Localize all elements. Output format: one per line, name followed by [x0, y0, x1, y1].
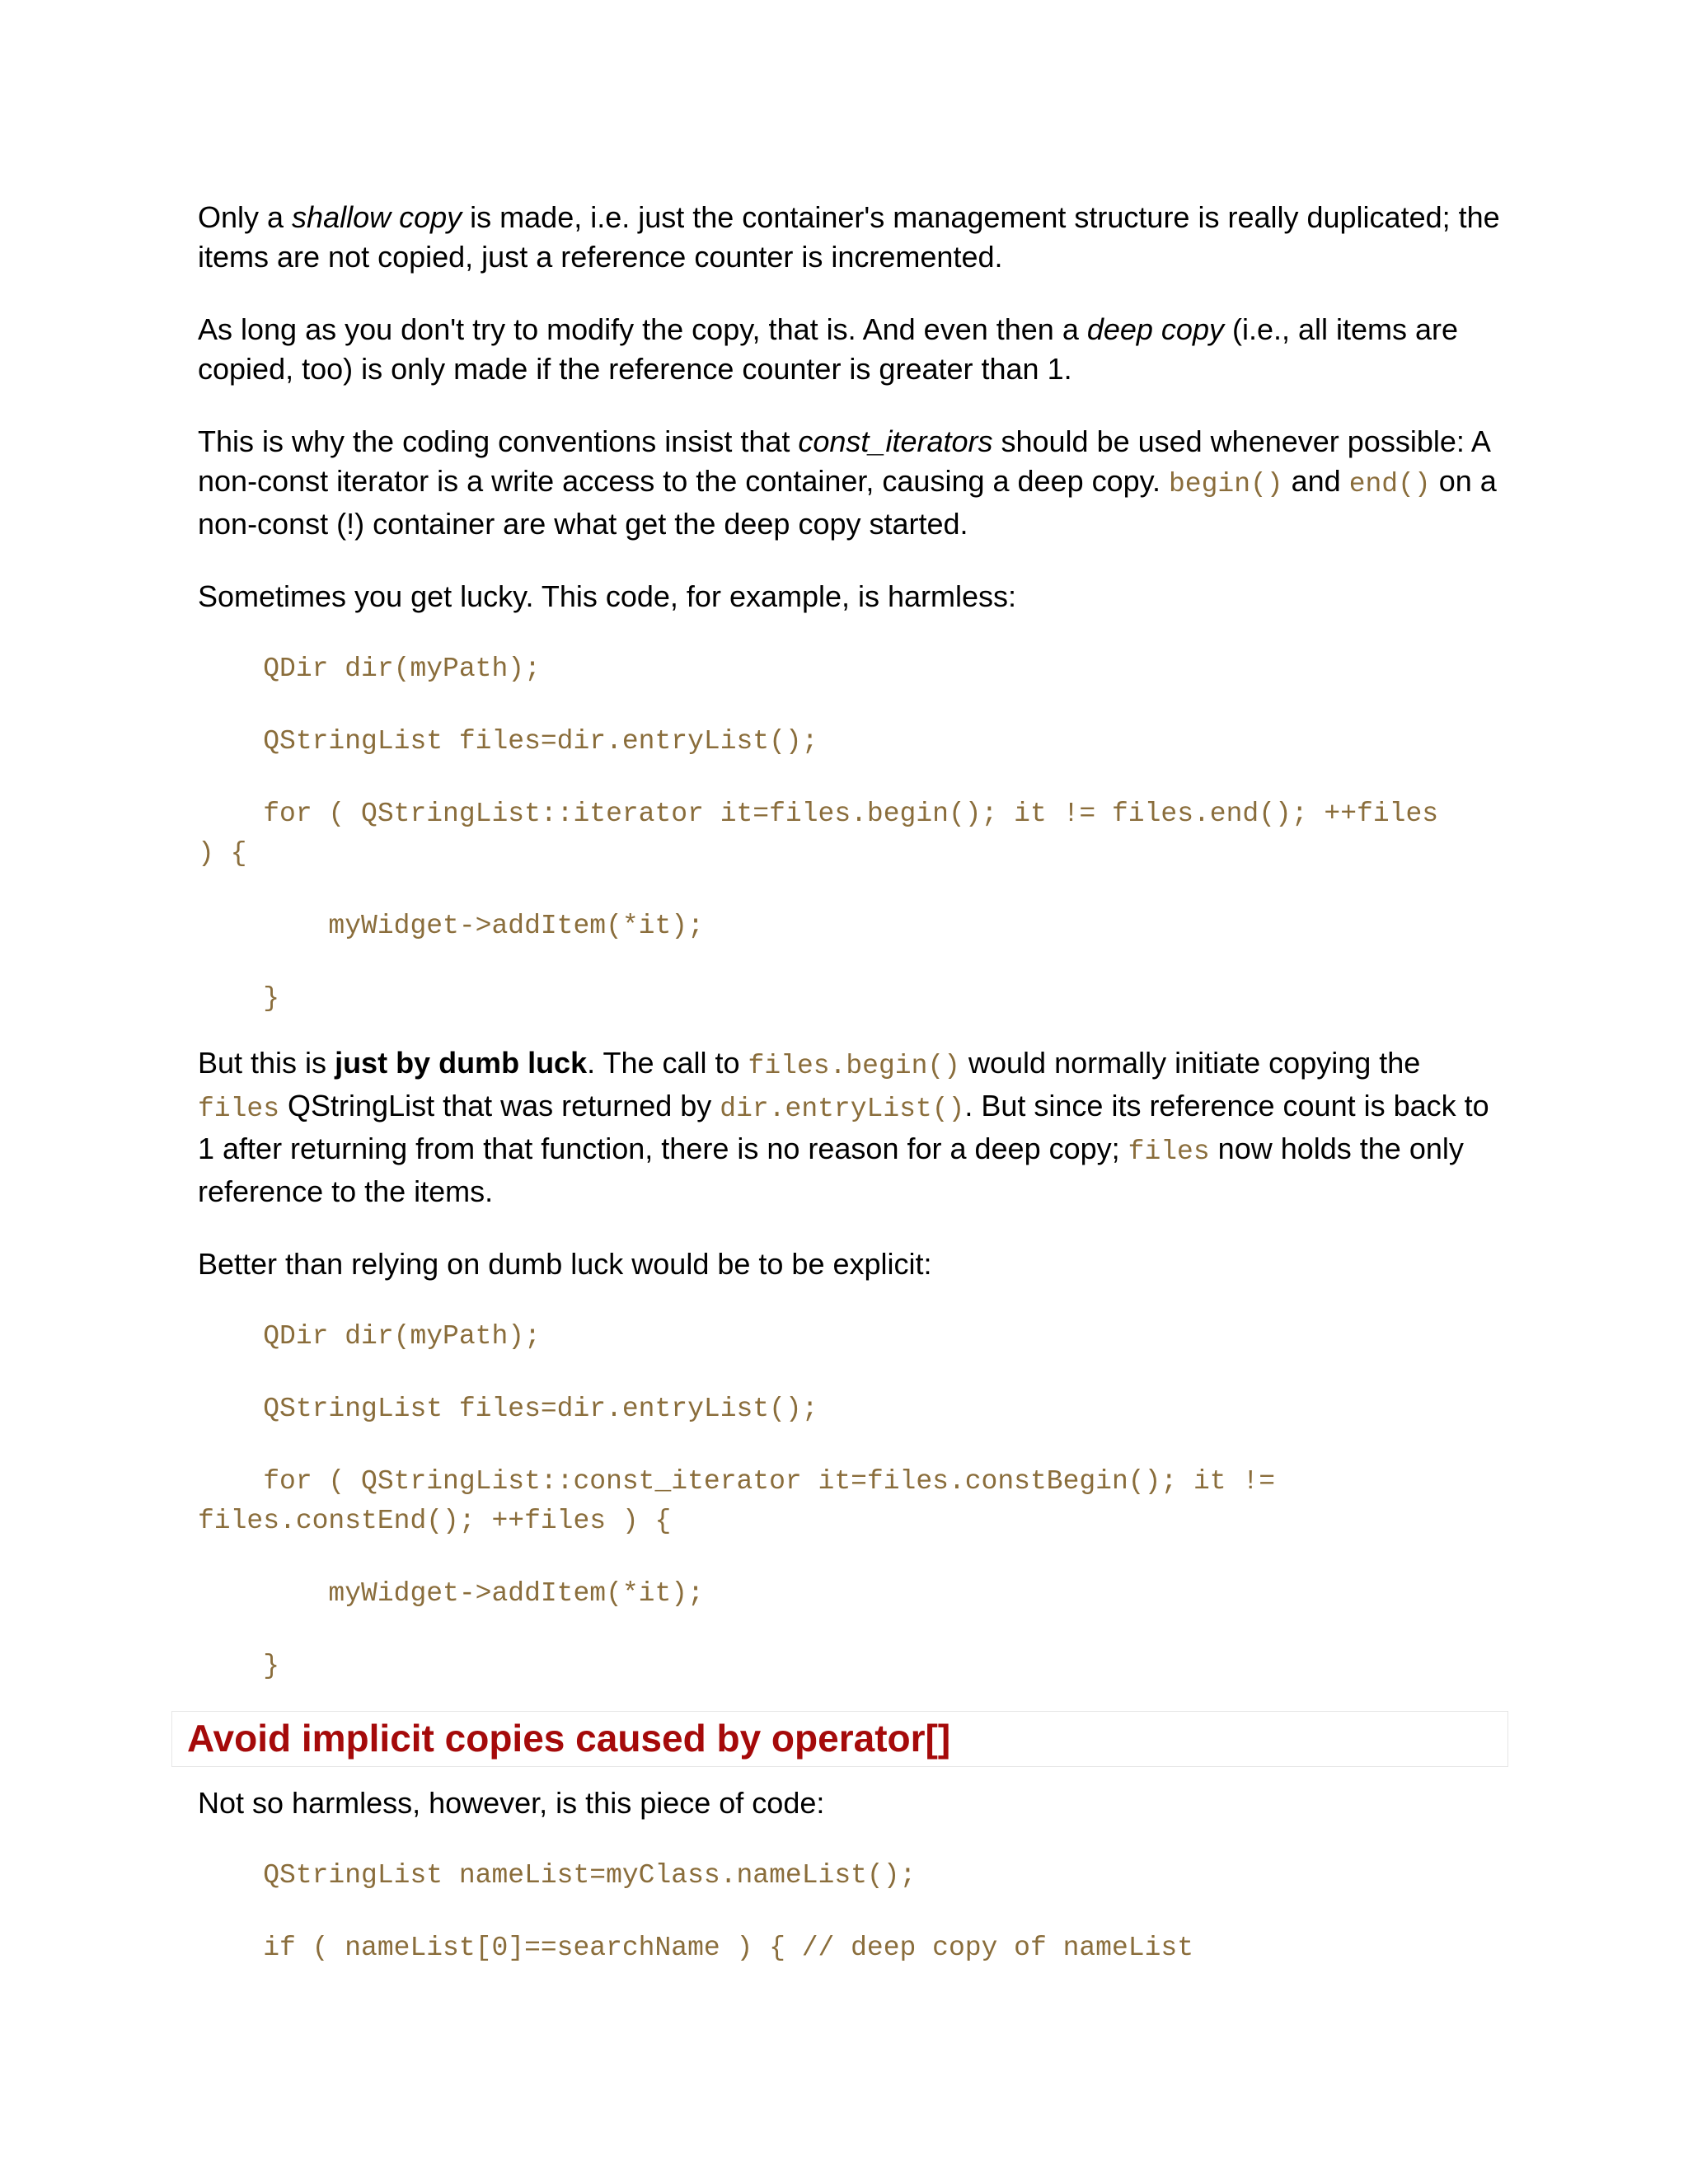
paragraph-not-harmless: Not so harmless, however, is this piece of code: [198, 1786, 825, 1820]
text-run: on a non-const (!) container are what get the deep copy started. [198, 464, 1497, 541]
code-line: for ( QStringList::const_iterator it=files.constBegin(); it != files.constEnd(); ++files ) { [198, 1466, 1276, 1536]
code-line: QStringList files=dir.entryList(); [198, 726, 818, 757]
code-line: } [198, 983, 280, 1014]
inline-code: end() [1348, 469, 1431, 499]
bold-text: just by dumb luck [335, 1046, 588, 1080]
text-run: is made, i.e. just the container's management structure is really duplicated; the items are not copied, just a reference counter is incremented. [198, 200, 1500, 274]
text-run: As long as you don't try to modify the copy, that is. And even then a [198, 312, 1087, 346]
code-line: myWidget->addItem(*it); [198, 1578, 704, 1609]
code-line: myWidget->addItem(*it); [198, 911, 704, 941]
text-run: (i.e., all items are copied, too) is only made if the reference counter is greater than 1. [198, 312, 1459, 386]
text-run: . But since its reference count is back to 1 after returning from that function, there is no reason for a deep copy; [198, 1089, 1489, 1165]
emphasis-text: const_iterators [798, 424, 993, 458]
text-run: would normally initiate copying the [960, 1046, 1421, 1080]
emphasis-text: shallow copy [292, 200, 462, 234]
text-run: But this is [198, 1046, 335, 1080]
text-run: QStringList that was returned by [279, 1089, 720, 1122]
paragraph-const-iterators [198, 422, 1500, 544]
text-run: This is why the coding conventions insist that [198, 424, 799, 458]
text-run: Only a [198, 200, 293, 234]
text-run: . The call to [587, 1046, 748, 1080]
document-content [187, 198, 1500, 2001]
paragraph-lucky: Sometimes you get lucky. This code, for example, is harmless: [198, 579, 1017, 613]
code-line: QDir dir(myPath); [198, 654, 541, 684]
paragraph-shallow-copy [198, 198, 1500, 277]
inline-code: files.begin() [748, 1051, 960, 1081]
code-line: QStringList files=dir.entryList(); [198, 1394, 818, 1424]
text-run: now holds the only reference to the items. [198, 1132, 1464, 1208]
inline-code: files [198, 1094, 280, 1124]
code-line: QStringList nameList=myClass.nameList(); [198, 1860, 917, 1891]
paragraph-deep-copy [198, 310, 1500, 389]
inline-code: files [1128, 1137, 1210, 1167]
inline-code: begin() [1168, 469, 1283, 499]
inline-code: dir.entryList() [720, 1094, 965, 1124]
section-heading: Avoid implicit copies caused by operator[] [171, 1711, 1508, 1767]
text-run: and [1282, 464, 1349, 498]
code-line: } [198, 1651, 280, 1681]
code-line: if ( nameList[0]==searchName ) { // deep copy of nameList [198, 1933, 1193, 1963]
text-run: should be used whenever possible: A non-const iterator is a write access to the container, causing a deep copy. [198, 424, 1489, 498]
paragraph-explicit: Better than relying on dumb luck would be to be explicit: [198, 1247, 932, 1281]
code-line: QDir dir(myPath); [198, 1321, 541, 1352]
code-line: for ( QStringList::iterator it=files.begin(); it != files.end(); ++files ) { [198, 799, 1439, 869]
emphasis-text: deep copy [1086, 312, 1224, 346]
paragraph-dumb-luck [198, 1043, 1500, 1212]
